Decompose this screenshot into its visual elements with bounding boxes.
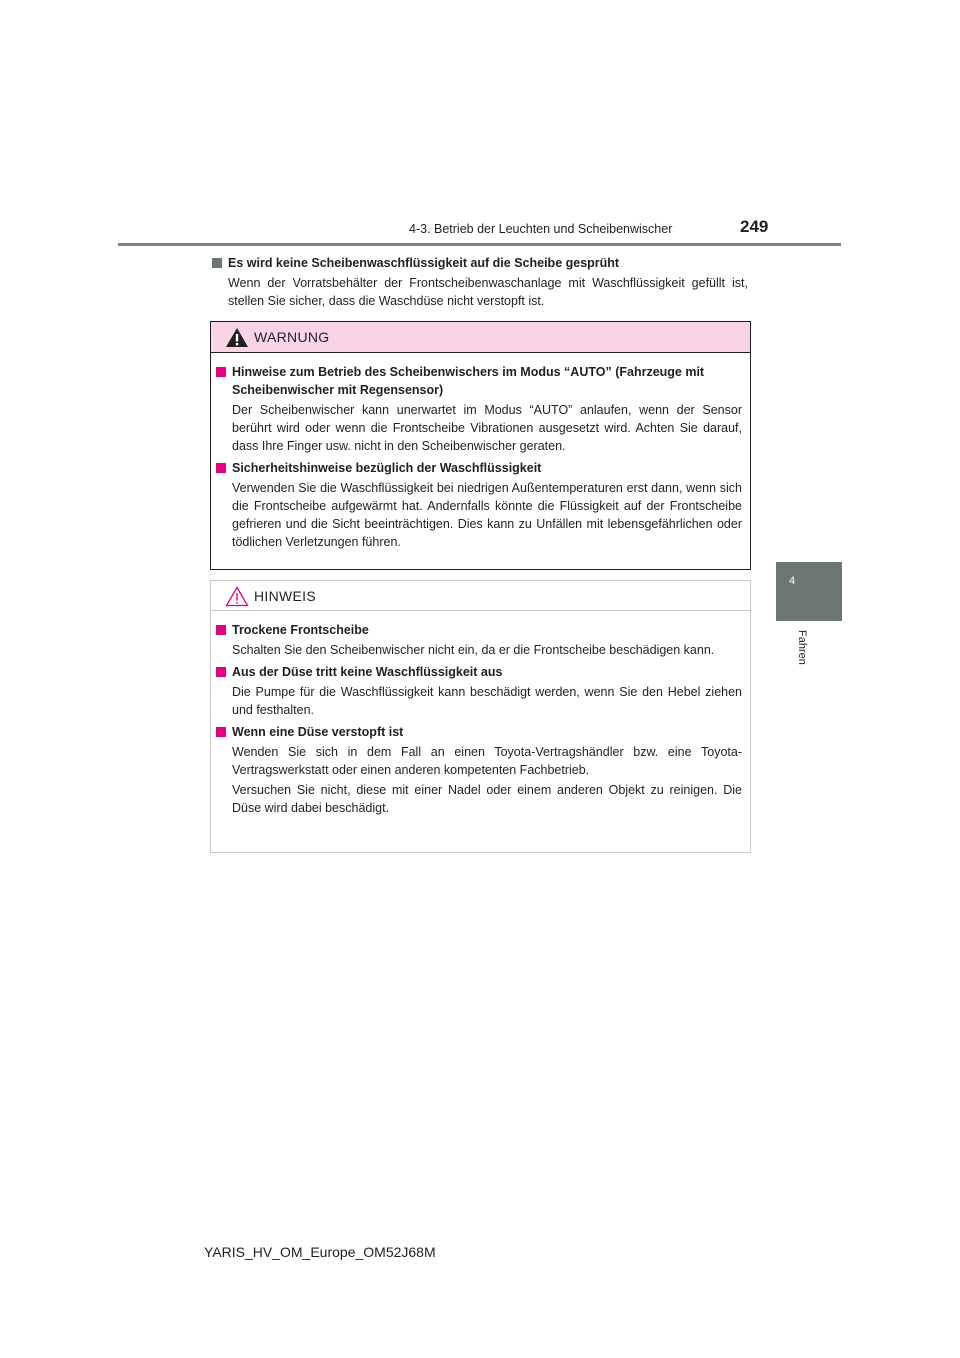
warning-box [210,321,751,570]
notice-item [216,621,742,659]
notice-item-heading [216,723,742,741]
warning-item-body: Verwenden Sie die Waschflüssigkeit bei niedrigen Außentemperaturen erst dann, wenn sich die Frontscheibe aufgewärmt hat. Andernfalls könnte die Flüssigkeit auf der Frontscheibe gefrieren und die Sicht beeinträchtigen. Dies kann zu Unfällen mit lebensgefährlichen oder tödlichen Verletzungen führen. [232,481,742,549]
notice-item-heading-text: Aus der Düse tritt keine Waschflüssigkeit aus [232,665,503,679]
notice-item-heading [216,663,742,681]
warning-item-heading [216,459,742,477]
intro-body: Wenn der Vorratsbehälter der Frontscheibenwaschanlage mit Waschflüssigkeit gefüllt ist, stellen Sie sicher, dass die Waschdüse nicht verstopft ist. [228,276,748,308]
warning-item-heading [216,363,742,399]
notice-item-body: Versuchen Sie nicht, diese mit einer Nadel oder einem anderen Objekt zu reinigen. Die Düse wird dabei beschädigt. [232,783,742,815]
warning-header [211,322,750,353]
notice-item-body: Wenden Sie sich in dem Fall an einen Toyota-Vertragshändler bzw. eine Toyota-Vertragswerkstatt oder einen anderen kompetenten Fachbetrieb. [232,745,742,777]
notice-item-body: Schalten Sie den Scheibenwischer nicht ein, da er die Frontscheibe beschädigen kann. [232,643,715,657]
warning-item-heading-text: Sicherheitshinweise bezüglich der Waschflüssigkeit [232,461,542,475]
section-title: 4-3. Betrieb der Leuchten und Scheibenwischer [409,222,673,236]
warning-item [216,363,742,455]
square-bullet-icon [216,667,226,677]
square-bullet-icon [216,625,226,635]
notice-item-heading [216,621,742,639]
intro-heading [212,254,748,272]
square-bullet-icon [216,463,226,473]
warning-triangle-icon [225,327,249,348]
warning-item [216,459,742,551]
page-number: 249 [740,217,769,236]
square-bullet-icon [216,367,226,377]
document-id: YARIS_HV_OM_Europe_OM52J68M [204,1244,436,1260]
notice-body [211,611,750,817]
chapter-number: 4 [789,575,796,587]
notice-header [211,581,750,611]
header-divider [118,243,841,246]
warning-item-heading-text: Hinweise zum Betrieb des Scheibenwischers im Modus “AUTO” (Fahrzeuge mit Scheibenwischer mit Regensensor) [232,365,705,397]
square-bullet-icon [216,727,226,737]
notice-item [216,723,742,817]
notice-title: HINWEIS [254,588,316,604]
notice-item-heading-text: Wenn eine Düse verstopft ist [232,725,404,739]
warning-item-body: Der Scheibenwischer kann unerwartet im Modus “AUTO” anlaufen, wenn der Sensor berührt wird oder wenn die Frontscheibe Vibrationen ausgesetzt wird. Achten Sie darauf, dass Ihre Finger usw. nicht in den Scheibenwischer geraten. [232,403,742,453]
intro-section [212,254,748,310]
notice-item-heading-text: Trockene Frontscheibe [232,623,369,637]
chapter-tab[interactable] [776,562,842,621]
chapter-label: Fahren [796,630,808,665]
intro-heading-text: Es wird keine Scheibenwaschflüssigkeit auf die Scheibe gesprüht [228,256,620,270]
warning-title: WARNUNG [254,329,330,345]
caution-triangle-icon [225,586,249,607]
square-bullet-icon [212,258,222,268]
warning-body [211,353,750,551]
notice-box [210,580,751,853]
notice-item-body: Die Pumpe für die Waschflüssigkeit kann beschädigt werden, wenn Sie den Hebel ziehen und festhalten. [232,685,742,717]
notice-item [216,663,742,719]
